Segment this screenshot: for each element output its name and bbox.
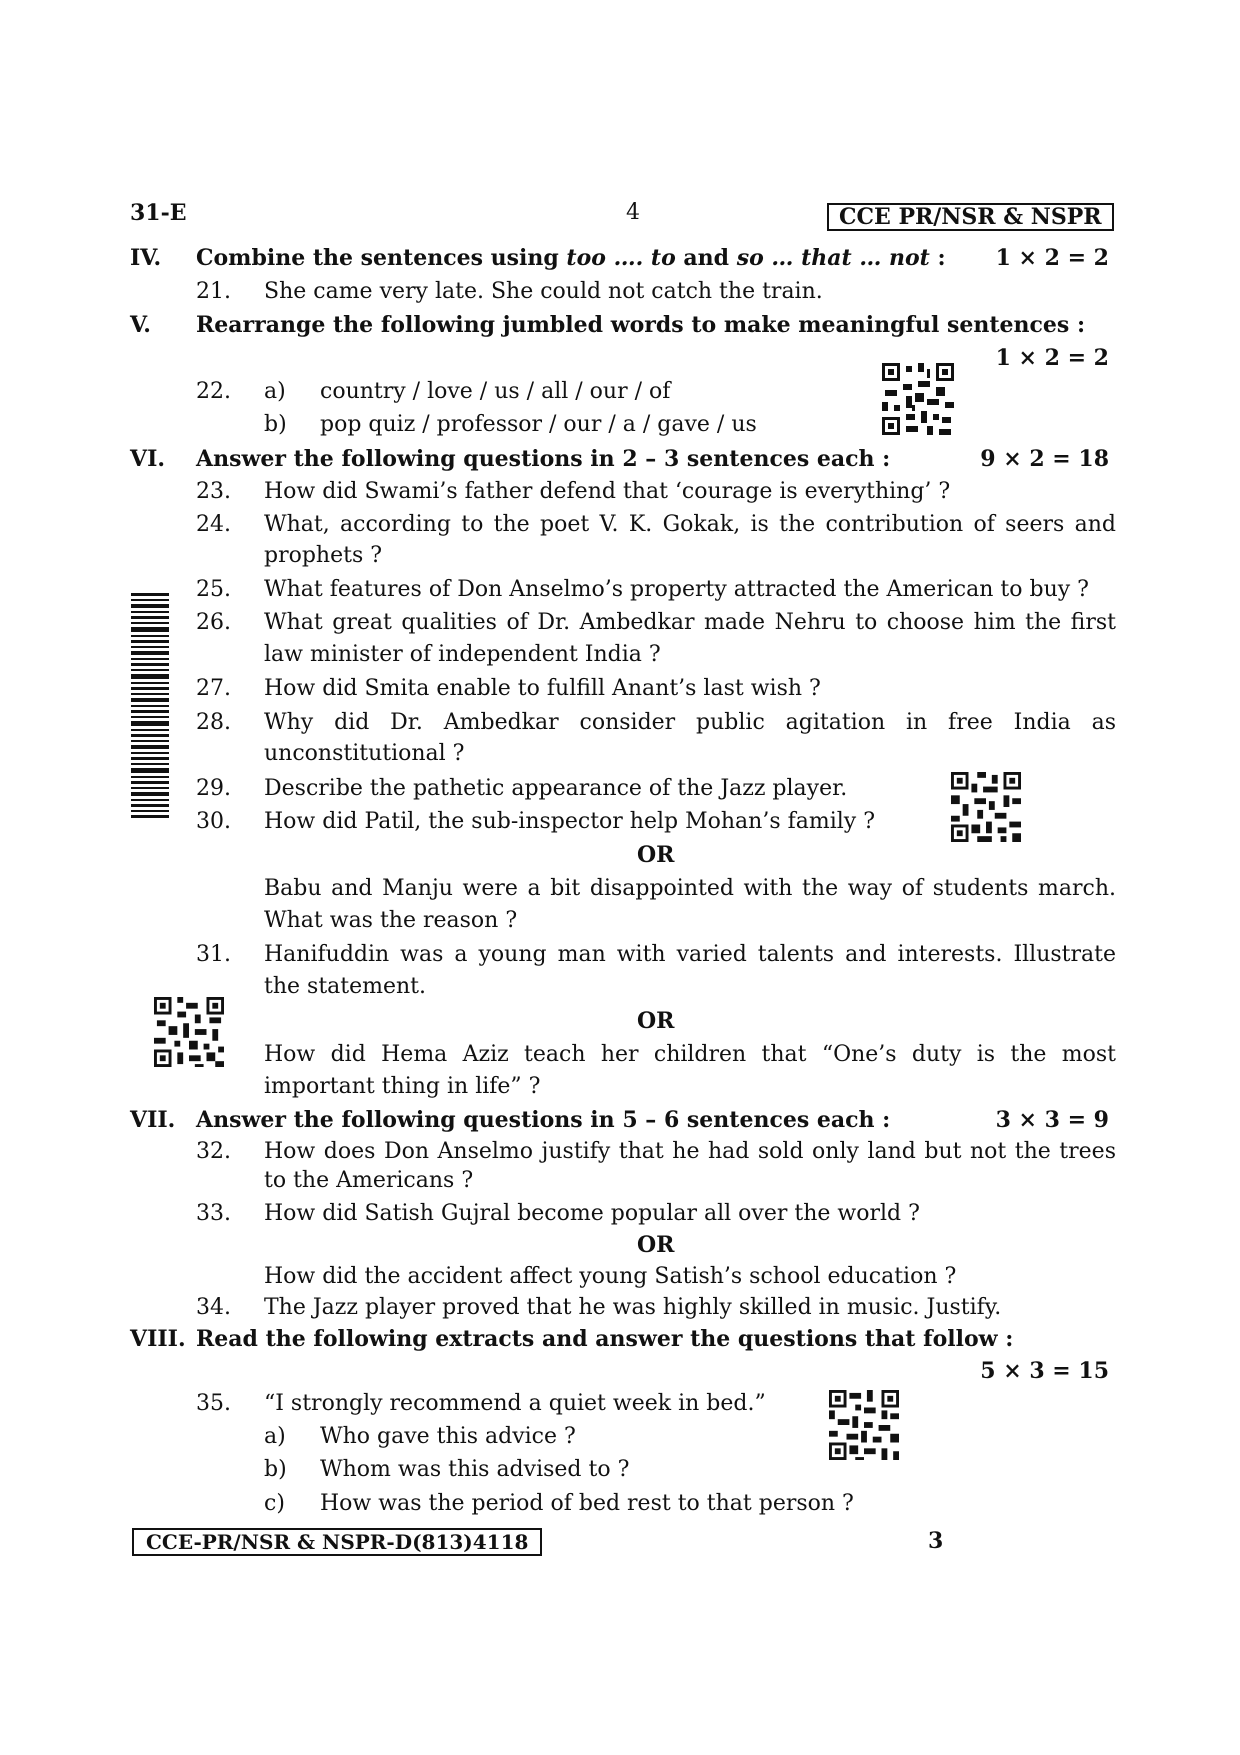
section-viii-instruction: Read the following extracts and answer the questions that follow : — [196, 1326, 1014, 1352]
question-35a: Who gave this advice ? — [320, 1424, 576, 1449]
section-vi-instruction: Answer the following questions in 2 – 3 sentences each : — [196, 446, 891, 472]
question-number: 35. — [196, 1391, 231, 1416]
question-35c: How was the period of bed rest to that person ? — [320, 1491, 854, 1516]
question-number: 30. — [196, 809, 231, 834]
section-iv-instruction: Combine the sentences using too …. to and so … that … not : — [196, 245, 946, 271]
qr-code-icon — [154, 997, 224, 1067]
section-iv-marks: 1 × 2 = 2 — [995, 245, 1109, 271]
question-31-line-2: the statement. — [264, 974, 427, 999]
question-28-line-1: Why did Dr. Ambedkar consider public agitation in free India as — [264, 710, 1116, 735]
question-22a: country / love / us / all / our / of — [320, 379, 671, 404]
section-v-marks: 1 × 2 = 2 — [995, 345, 1109, 371]
section-v-instruction: Rearrange the following jumbled words to make meaningful sentences : — [196, 312, 1086, 338]
question-30-alternative-line-1: Babu and Manju were a bit disappointed with the way of students march. — [264, 876, 1116, 901]
qr-code-icon — [882, 363, 954, 435]
question-21: She came very late. She could not catch the train. — [264, 279, 823, 304]
question-33-alternative: How did the accident affect young Satish’s school education ? — [264, 1264, 957, 1289]
question-22b: pop quiz / professor / our / a / gave / us — [320, 412, 757, 437]
sub-label: a) — [264, 1424, 286, 1449]
question-24-line-1: What, according to the poet V. K. Gokak, is the contribution of seers and — [264, 512, 1116, 537]
question-number: 23. — [196, 479, 231, 504]
qr-code-icon — [951, 772, 1021, 842]
section-vi-marks: 9 × 2 = 18 — [980, 446, 1109, 472]
barcode-icon — [131, 593, 169, 818]
question-30: How did Patil, the sub-inspector help Mohan’s family ? — [264, 809, 876, 834]
qr-code-icon — [829, 1390, 899, 1460]
question-30-alternative-line-2: What was the reason ? — [264, 908, 518, 933]
question-31-alternative-line-2: important thing in life” ? — [264, 1074, 541, 1099]
question-34: The Jazz player proved that he was highly skilled in music. Justify. — [264, 1295, 1002, 1320]
question-23: How did Swami’s father defend that ‘courage is everything’ ? — [264, 479, 951, 504]
section-vi-label: VI. — [130, 446, 166, 472]
question-number: 24. — [196, 512, 231, 537]
question-31-line-1: Hanifuddin was a young man with varied talents and interests. Illustrate — [264, 942, 1116, 967]
exam-code-box: CCE PR/NSR & NSPR — [827, 203, 1114, 231]
sub-label: c) — [264, 1491, 285, 1516]
question-number: 32. — [196, 1139, 231, 1164]
question-number: 29. — [196, 776, 231, 801]
question-number: 21. — [196, 279, 231, 304]
question-number: 31. — [196, 942, 231, 967]
sub-label: b) — [264, 412, 287, 437]
question-31-alternative-line-1: How did Hema Aziz teach her children that “One’s duty is the most — [264, 1042, 1116, 1067]
section-viii-marks: 5 × 3 = 15 — [980, 1358, 1109, 1384]
question-35b: Whom was this advised to ? — [320, 1457, 630, 1482]
question-number: 33. — [196, 1201, 231, 1226]
question-27: How did Smita enable to fulfill Anant’s last wish ? — [264, 676, 821, 701]
question-number: 26. — [196, 610, 231, 635]
question-25: What features of Don Anselmo’s property attracted the American to buy ? — [264, 577, 1089, 602]
section-viii-label: VIII. — [130, 1326, 186, 1352]
question-26-line-2: law minister of independent India ? — [264, 642, 661, 667]
footer-code-box: CCE-PR/NSR & NSPR-D(813)4118 — [132, 1528, 542, 1556]
question-32-line-1: How does Don Anselmo justify that he had sold only land but not the trees — [264, 1139, 1116, 1164]
question-number: 25. — [196, 577, 231, 602]
question-35-extract: “I strongly recommend a quiet week in bed.” — [264, 1391, 766, 1416]
question-number: 28. — [196, 710, 231, 735]
question-29: Describe the pathetic appearance of the Jazz player. — [264, 776, 848, 801]
sheet-number: 3 — [928, 1528, 944, 1554]
question-number: 27. — [196, 676, 231, 701]
question-32-line-2: to the Americans ? — [264, 1168, 474, 1193]
section-vii-label: VII. — [130, 1107, 176, 1133]
question-26-line-1: What great qualities of Dr. Ambedkar made Nehru to choose him the first — [264, 610, 1116, 635]
section-v-label: V. — [130, 312, 151, 338]
sub-label: b) — [264, 1457, 287, 1482]
sub-label: a) — [264, 379, 286, 404]
question-number: 34. — [196, 1295, 231, 1320]
section-vii-instruction: Answer the following questions in 5 – 6 sentences each : — [196, 1107, 891, 1133]
question-number: 22. — [196, 379, 231, 404]
paper-code: 31-E — [130, 200, 187, 226]
question-24-line-2: prophets ? — [264, 543, 383, 568]
question-33: How did Satish Gujral become popular all over the world ? — [264, 1201, 920, 1226]
question-28-line-2: unconstitutional ? — [264, 741, 465, 766]
or-divider: OR — [637, 842, 675, 868]
or-divider: OR — [637, 1008, 675, 1034]
section-vii-marks: 3 × 3 = 9 — [995, 1107, 1109, 1133]
section-iv-label: IV. — [130, 245, 162, 271]
or-divider: OR — [637, 1232, 675, 1258]
page-number: 4 — [626, 200, 640, 225]
